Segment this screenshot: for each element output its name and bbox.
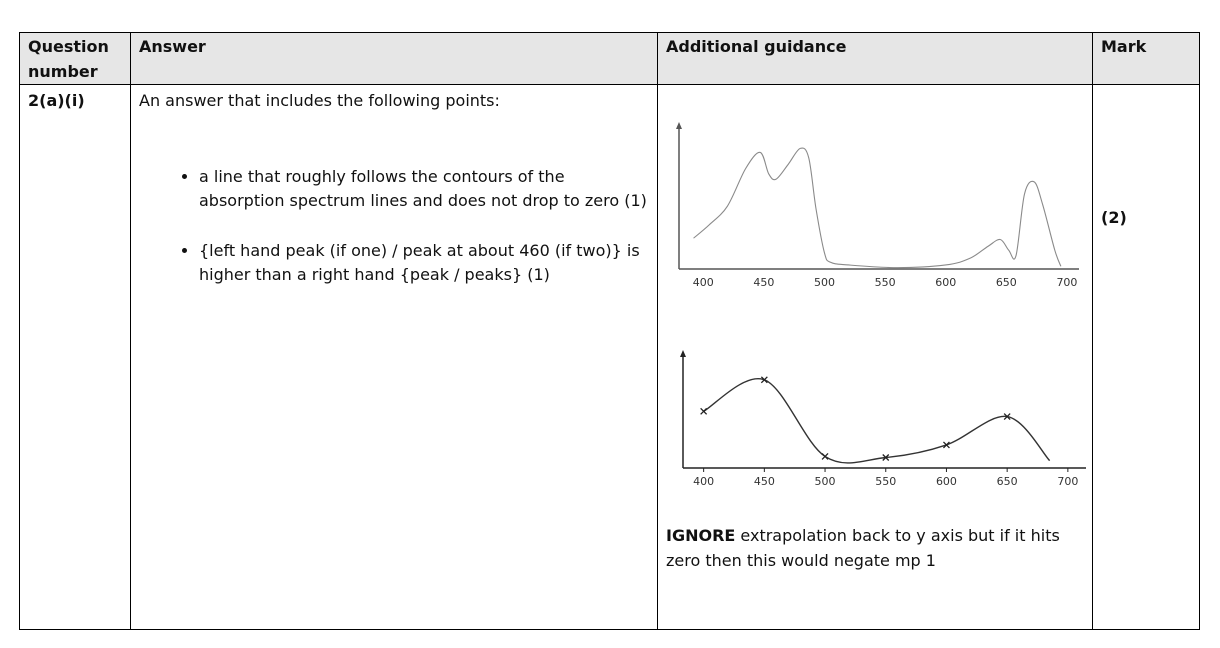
question-number: 2(a)(i): [28, 91, 85, 110]
guidance-ignore-text: extrapolation back to y axis but if it hits zero then this would negate mp 1: [666, 526, 1060, 570]
header-answer: Answer: [131, 33, 658, 85]
spectrum-curve: [694, 148, 1061, 268]
header-row: [20, 33, 1200, 85]
guidance-content: [666, 85, 1084, 629]
x-tick-label-600: 600: [935, 276, 957, 289]
mark-cell: [1093, 85, 1200, 630]
x-tick-label-550: 550: [874, 276, 896, 289]
absorption-spectrum-sketch-1: [666, 125, 1086, 305]
question-number-cell: [20, 85, 131, 630]
header-additional-guidance: Additional guidance: [658, 33, 1093, 85]
y-axis-arrow: [680, 350, 686, 357]
mark-scheme-table: [19, 32, 1200, 630]
x-tick-label-550: 550: [875, 475, 897, 488]
guidance-cell: [658, 85, 1093, 630]
question-row: [20, 85, 1200, 630]
header-mark: Mark: [1093, 33, 1200, 85]
answer-point-2: • {left hand peak (if one) / peak at about 460 (if two)} is higher than a right hand {peak / peaks} (1): [199, 239, 649, 287]
x-tick-label-400: 400: [692, 276, 714, 289]
spectrum-curve: [704, 379, 1050, 463]
answer-intro: An answer that includes the following points:: [139, 91, 500, 110]
y-axis-arrow: [676, 122, 682, 129]
x-tick-label-650: 650: [996, 475, 1018, 488]
answer-point-1: • a line that roughly follows the contours of the absorption spectrum lines and does not drop to zero (1): [199, 165, 649, 213]
x-tick-label-450: 450: [753, 276, 775, 289]
x-tick-label-600: 600: [935, 475, 957, 488]
x-tick-label-450: 450: [753, 475, 775, 488]
data-point-marker-3: [822, 453, 828, 459]
mark-value: (2): [1101, 208, 1127, 227]
x-tick-label-500: 500: [814, 475, 836, 488]
header-question-number: Question number: [20, 33, 131, 85]
data-point-marker-1: [701, 408, 707, 414]
answer-cell: [131, 85, 658, 630]
x-tick-label-700: 700: [1056, 276, 1078, 289]
guidance-text: [666, 523, 1086, 573]
absorption-spectrum-sketch-2: [666, 323, 1086, 498]
x-tick-label-650: 650: [995, 276, 1017, 289]
x-tick-label-400: 400: [693, 475, 715, 488]
x-tick-label-700: 700: [1057, 475, 1079, 488]
x-tick-label-500: 500: [813, 276, 835, 289]
answer-points-list: [139, 165, 649, 287]
guidance-ignore-label: IGNORE: [666, 526, 736, 545]
